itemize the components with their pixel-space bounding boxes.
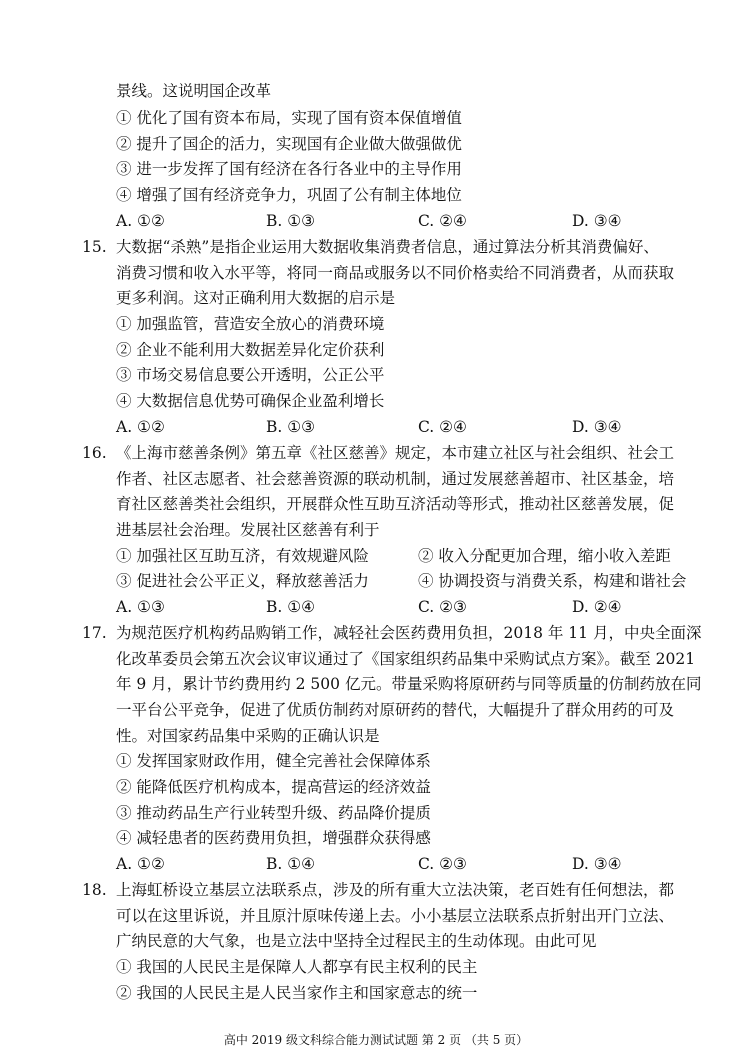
q17-item-4: ④ 减轻患者的医药费用负担，增强群众获得感 xyxy=(116,829,431,847)
q16-stem-2: 作者、社区志愿者、社会慈善资源的联动机制，通过发展慈善超市、社区基金，培 xyxy=(116,470,675,488)
q16-item-1: ① 加强社区互助互济，有效规避风险 xyxy=(116,547,369,565)
q15-item-1: ① 加强监管，营造安全放心的消费环境 xyxy=(116,315,385,333)
q14-item-4: ④ 增强了国有经济竞争力，巩固了公有制主体地位 xyxy=(116,186,462,204)
q16-item-2: ② 收入分配更加合理，缩小收入差距 xyxy=(418,547,671,565)
q14-lead: 景线。这说明国企改革 xyxy=(116,82,272,100)
q16-choice-c: C. ②③ xyxy=(418,598,467,616)
q15-item-4: ④ 大数据信息优势可确保企业盈利增长 xyxy=(116,392,385,410)
q16-stem-4: 进基层社会治理。发展社区慈善有利于 xyxy=(116,521,380,539)
q18-item-2: ② 我国的人民民主是人民当家作主和国家意志的统一 xyxy=(116,984,478,1002)
q17-item-1: ① 发挥国家财政作用，健全完善社会保障体系 xyxy=(116,752,431,770)
q17-choice-d: D. ③④ xyxy=(572,855,622,873)
q14-choice-c: C. ②④ xyxy=(418,212,467,230)
q18-stem-3: 广纳民意的大气象，也是立法中坚持全过程民主的生动体现。由此可见 xyxy=(116,932,597,950)
q15-item-2: ② 企业不能利用大数据差异化定价获利 xyxy=(116,341,385,359)
q17-item-3: ③ 推动药品生产行业转型升级、药品降价提质 xyxy=(116,804,431,822)
q15-stem-3: 更多利润。这对正确利用大数据的启示是 xyxy=(116,289,396,307)
q18-item-1: ① 我国的人民民主是保障人人都享有民主权利的民主 xyxy=(116,958,478,976)
q15-choice-c: C. ②④ xyxy=(418,418,467,436)
q16-stem-3: 育社区慈善类社会组织，开展群众性互助互济活动等形式，推动社区慈善发展，促 xyxy=(116,495,675,513)
page-footer: 高中 2019 级文科综合能力测试试题 第 2 页 （共 5 页） xyxy=(223,1033,529,1047)
q14-item-3: ③ 进一步发挥了国有经济在各行各业中的主导作用 xyxy=(116,160,462,178)
q17-choice-c: C. ②③ xyxy=(418,855,467,873)
q17-stem-3: 年 9 月，累计节约费用约 2 500 亿元。带量采购将原研药与同等质量的仿制药放在同 xyxy=(116,675,702,693)
q15-choice-d: D. ③④ xyxy=(572,418,622,436)
q14-item-1: ① 优化了国有资本布局，实现了国有资本保值增值 xyxy=(116,109,462,127)
q17-choice-a: A. ①② xyxy=(116,855,165,873)
q15-number: 15. xyxy=(82,238,107,256)
q16-item-4: ④ 协调投资与消费关系，构建和谐社会 xyxy=(418,572,687,590)
q18-number: 18. xyxy=(82,881,107,899)
q17-number: 17. xyxy=(82,624,107,642)
q15-choice-a: A. ①② xyxy=(116,418,165,436)
q14-choice-d: D. ③④ xyxy=(572,212,622,230)
q17-stem-5: 性。对国家药品集中采购的正确认识是 xyxy=(116,727,380,745)
q15-choice-b: B. ①③ xyxy=(266,418,316,436)
q17-stem-2: 化改革委员会第五次会议审议通过了《国家组织药品集中采购试点方案》。截至 2021 xyxy=(116,650,696,668)
q16-choice-b: B. ①④ xyxy=(266,598,316,616)
q15-item-3: ③ 市场交易信息要公开透明，公正公平 xyxy=(116,366,385,384)
q17-stem-4: 一平台公平竞争，促进了优质仿制药对原研药的替代，大幅提升了群众用药的可及 xyxy=(116,701,675,719)
q15-stem-1: 大数据“杀熟”是指企业运用大数据收集消费者信息，通过算法分析其消费偏好、 xyxy=(116,238,659,256)
q17-item-2: ② 能降低医疗机构成本，提高营运的经济效益 xyxy=(116,778,431,796)
q17-choice-b: B. ①④ xyxy=(266,855,316,873)
q14-choice-a: A. ①② xyxy=(116,212,165,230)
q15-stem-2: 消费习惯和收入水平等，将同一商品或服务以不同价格卖给不同消费者，从而获取 xyxy=(116,264,675,282)
q18-stem-2: 可以在这里诉说，并且原汁原味传递上去。小小基层立法联系点折射出开门立法、 xyxy=(116,907,675,925)
q16-choice-a: A. ①③ xyxy=(116,598,165,616)
q16-item-3: ③ 促进社会公平正义，释放慈善活力 xyxy=(116,572,369,590)
q17-stem-1: 为规范医疗机构药品购销工作，减轻社会医药费用负担，2018 年 11 月，中央全面深 xyxy=(116,624,702,642)
q14-choice-b: B. ①③ xyxy=(266,212,316,230)
q16-stem-1: 《上海市慈善条例》第五章《社区慈善》规定，本市建立社区与社会组织、社会工 xyxy=(116,444,675,462)
q16-number: 16. xyxy=(82,444,107,462)
q16-choice-d: D. ②④ xyxy=(572,598,622,616)
q18-stem-1: 上海虹桥设立基层立法联系点，涉及的所有重大立法决策，老百姓有任何想法，都 xyxy=(116,881,675,899)
q14-item-2: ② 提升了国企的活力，实现国有企业做大做强做优 xyxy=(116,135,462,153)
